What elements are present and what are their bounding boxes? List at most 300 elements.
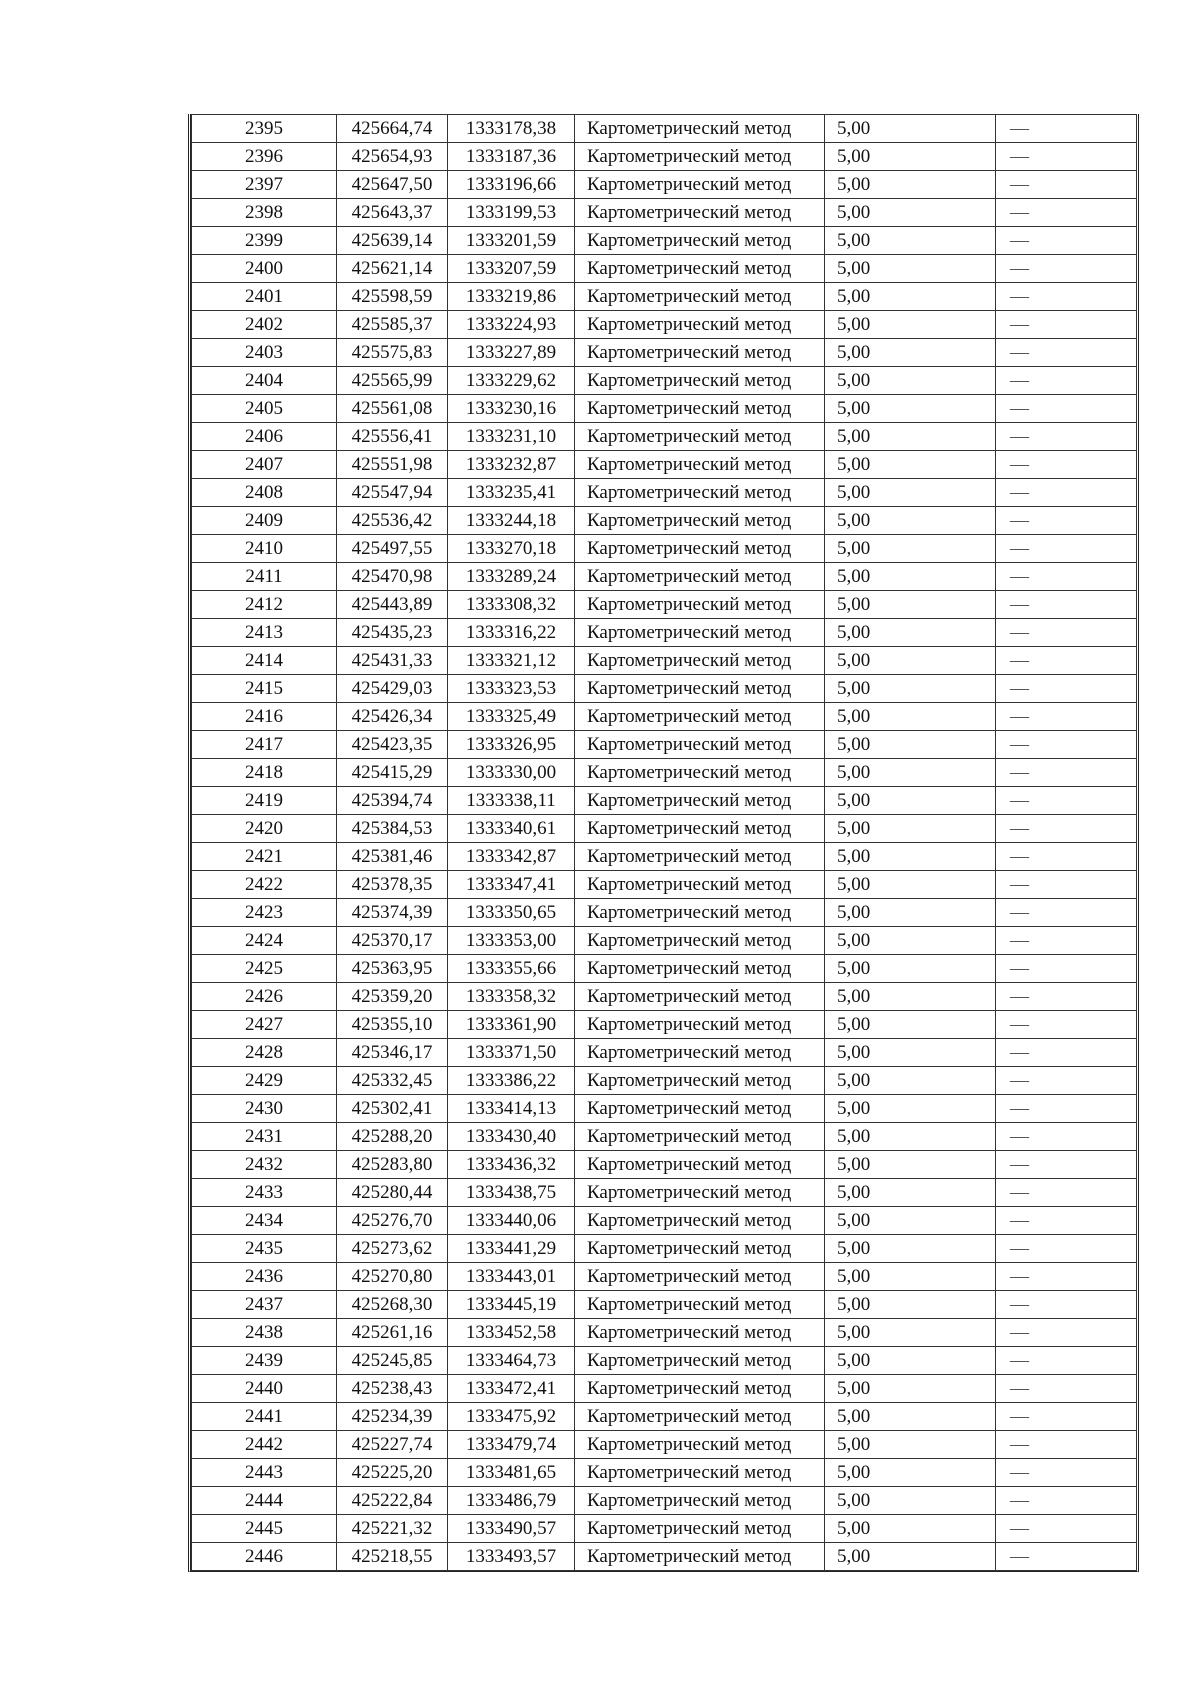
table-row	[192, 871, 1137, 899]
table-row	[192, 647, 1137, 675]
point-number-cell: 2429	[192, 1067, 337, 1095]
method-cell: Картометрический метод	[575, 143, 825, 171]
description-cell: —	[996, 1067, 1137, 1095]
x-coordinate-cell: 425431,33	[337, 647, 448, 675]
table-row	[192, 1067, 1137, 1095]
description-cell: —	[996, 1011, 1137, 1039]
x-coordinate-cell: 425598,59	[337, 283, 448, 311]
table-row	[192, 227, 1137, 255]
y-coordinate-cell: 1333235,41	[448, 479, 575, 507]
description-cell: —	[996, 1375, 1137, 1403]
accuracy-cell: 5,00	[825, 815, 996, 843]
method-cell: Картометрический метод	[575, 1459, 825, 1487]
y-coordinate-cell: 1333441,29	[448, 1235, 575, 1263]
table-row	[192, 983, 1137, 1011]
table-row	[192, 619, 1137, 647]
point-number-cell: 2439	[192, 1347, 337, 1375]
accuracy-cell: 5,00	[825, 1123, 996, 1151]
accuracy-cell: 5,00	[825, 1039, 996, 1067]
description-cell: —	[996, 1291, 1137, 1319]
point-number-cell: 2430	[192, 1095, 337, 1123]
accuracy-cell: 5,00	[825, 199, 996, 227]
description-cell: —	[996, 1039, 1137, 1067]
table-row	[192, 1403, 1137, 1431]
coordinates-table-body	[192, 115, 1137, 1571]
point-number-cell: 2400	[192, 255, 337, 283]
method-cell: Картометрический метод	[575, 815, 825, 843]
point-number-cell: 2420	[192, 815, 337, 843]
y-coordinate-cell: 1333323,53	[448, 675, 575, 703]
accuracy-cell: 5,00	[825, 367, 996, 395]
table-row	[192, 1459, 1137, 1487]
accuracy-cell: 5,00	[825, 283, 996, 311]
description-cell: —	[996, 983, 1137, 1011]
y-coordinate-cell: 1333452,58	[448, 1319, 575, 1347]
method-cell: Картометрический метод	[575, 255, 825, 283]
x-coordinate-cell: 425273,62	[337, 1235, 448, 1263]
table-row	[192, 255, 1137, 283]
x-coordinate-cell: 425561,08	[337, 395, 448, 423]
point-number-cell: 2397	[192, 171, 337, 199]
accuracy-cell: 5,00	[825, 479, 996, 507]
x-coordinate-cell: 425443,89	[337, 591, 448, 619]
method-cell: Картометрический метод	[575, 647, 825, 675]
description-cell: —	[996, 815, 1137, 843]
accuracy-cell: 5,00	[825, 731, 996, 759]
table-row	[192, 311, 1137, 339]
table-row	[192, 395, 1137, 423]
table-row	[192, 703, 1137, 731]
x-coordinate-cell: 425225,20	[337, 1459, 448, 1487]
description-cell: —	[996, 1487, 1137, 1515]
method-cell: Картометрический метод	[575, 1011, 825, 1039]
y-coordinate-cell: 1333371,50	[448, 1039, 575, 1067]
accuracy-cell: 5,00	[825, 955, 996, 983]
x-coordinate-cell: 425355,10	[337, 1011, 448, 1039]
x-coordinate-cell: 425283,80	[337, 1151, 448, 1179]
x-coordinate-cell: 425565,99	[337, 367, 448, 395]
description-cell: —	[996, 1319, 1137, 1347]
x-coordinate-cell: 425575,83	[337, 339, 448, 367]
x-coordinate-cell: 425221,32	[337, 1515, 448, 1543]
y-coordinate-cell: 1333443,01	[448, 1263, 575, 1291]
accuracy-cell: 5,00	[825, 423, 996, 451]
description-cell: —	[996, 1123, 1137, 1151]
point-number-cell: 2403	[192, 339, 337, 367]
description-cell: —	[996, 115, 1137, 143]
accuracy-cell: 5,00	[825, 395, 996, 423]
description-cell: —	[996, 1515, 1137, 1543]
x-coordinate-cell: 425280,44	[337, 1179, 448, 1207]
y-coordinate-cell: 1333308,32	[448, 591, 575, 619]
x-coordinate-cell: 425381,46	[337, 843, 448, 871]
method-cell: Картометрический метод	[575, 787, 825, 815]
y-coordinate-cell: 1333472,41	[448, 1375, 575, 1403]
description-cell: —	[996, 451, 1137, 479]
description-cell: —	[996, 619, 1137, 647]
description-cell: —	[996, 1179, 1137, 1207]
method-cell: Картометрический метод	[575, 479, 825, 507]
accuracy-cell: 5,00	[825, 619, 996, 647]
y-coordinate-cell: 1333350,65	[448, 899, 575, 927]
y-coordinate-cell: 1333229,62	[448, 367, 575, 395]
point-number-cell: 2426	[192, 983, 337, 1011]
x-coordinate-cell: 425227,74	[337, 1431, 448, 1459]
y-coordinate-cell: 1333244,18	[448, 507, 575, 535]
table-row	[192, 1151, 1137, 1179]
point-number-cell: 2442	[192, 1431, 337, 1459]
accuracy-cell: 5,00	[825, 1319, 996, 1347]
table-row	[192, 1179, 1137, 1207]
x-coordinate-cell: 425359,20	[337, 983, 448, 1011]
table-row	[192, 367, 1137, 395]
table-row	[192, 1487, 1137, 1515]
method-cell: Картометрический метод	[575, 115, 825, 143]
description-cell: —	[996, 1347, 1137, 1375]
method-cell: Картометрический метод	[575, 731, 825, 759]
y-coordinate-cell: 1333178,38	[448, 115, 575, 143]
method-cell: Картометрический метод	[575, 759, 825, 787]
point-number-cell: 2425	[192, 955, 337, 983]
table-row	[192, 115, 1137, 143]
y-coordinate-cell: 1333440,06	[448, 1207, 575, 1235]
x-coordinate-cell: 425276,70	[337, 1207, 448, 1235]
description-cell: —	[996, 927, 1137, 955]
y-coordinate-cell: 1333224,93	[448, 311, 575, 339]
y-coordinate-cell: 1333347,41	[448, 871, 575, 899]
accuracy-cell: 5,00	[825, 1403, 996, 1431]
accuracy-cell: 5,00	[825, 1067, 996, 1095]
table-row	[192, 171, 1137, 199]
x-coordinate-cell: 425302,41	[337, 1095, 448, 1123]
point-number-cell: 2405	[192, 395, 337, 423]
method-cell: Картометрический метод	[575, 507, 825, 535]
y-coordinate-cell: 1333330,00	[448, 759, 575, 787]
point-number-cell: 2428	[192, 1039, 337, 1067]
point-number-cell: 2431	[192, 1123, 337, 1151]
y-coordinate-cell: 1333270,18	[448, 535, 575, 563]
description-cell: —	[996, 1403, 1137, 1431]
table-row	[192, 759, 1137, 787]
method-cell: Картометрический метод	[575, 1487, 825, 1515]
x-coordinate-cell: 425415,29	[337, 759, 448, 787]
description-cell: —	[996, 1095, 1137, 1123]
y-coordinate-cell: 1333438,75	[448, 1179, 575, 1207]
method-cell: Картометрический метод	[575, 1067, 825, 1095]
method-cell: Картометрический метод	[575, 199, 825, 227]
accuracy-cell: 5,00	[825, 563, 996, 591]
description-cell: —	[996, 1235, 1137, 1263]
x-coordinate-cell: 425218,55	[337, 1543, 448, 1571]
table-row	[192, 1263, 1137, 1291]
table-row	[192, 339, 1137, 367]
accuracy-cell: 5,00	[825, 1487, 996, 1515]
point-number-cell: 2432	[192, 1151, 337, 1179]
table-row	[192, 479, 1137, 507]
x-coordinate-cell: 425536,42	[337, 507, 448, 535]
description-cell: —	[996, 591, 1137, 619]
table-row	[192, 423, 1137, 451]
y-coordinate-cell: 1333355,66	[448, 955, 575, 983]
accuracy-cell: 5,00	[825, 647, 996, 675]
y-coordinate-cell: 1333325,49	[448, 703, 575, 731]
method-cell: Картометрический метод	[575, 927, 825, 955]
y-coordinate-cell: 1333232,87	[448, 451, 575, 479]
description-cell: —	[996, 423, 1137, 451]
accuracy-cell: 5,00	[825, 1515, 996, 1543]
y-coordinate-cell: 1333445,19	[448, 1291, 575, 1319]
point-number-cell: 2416	[192, 703, 337, 731]
y-coordinate-cell: 1333386,22	[448, 1067, 575, 1095]
table-row	[192, 451, 1137, 479]
x-coordinate-cell: 425429,03	[337, 675, 448, 703]
table-row	[192, 675, 1137, 703]
accuracy-cell: 5,00	[825, 899, 996, 927]
table-row	[192, 1375, 1137, 1403]
x-coordinate-cell: 425370,17	[337, 927, 448, 955]
x-coordinate-cell: 425639,14	[337, 227, 448, 255]
point-number-cell: 2438	[192, 1319, 337, 1347]
accuracy-cell: 5,00	[825, 1095, 996, 1123]
coordinates-table	[191, 114, 1137, 1571]
point-number-cell: 2440	[192, 1375, 337, 1403]
y-coordinate-cell: 1333326,95	[448, 731, 575, 759]
description-cell: —	[996, 479, 1137, 507]
point-number-cell: 2404	[192, 367, 337, 395]
description-cell: —	[996, 255, 1137, 283]
description-cell: —	[996, 339, 1137, 367]
x-coordinate-cell: 425245,85	[337, 1347, 448, 1375]
y-coordinate-cell: 1333475,92	[448, 1403, 575, 1431]
point-number-cell: 2413	[192, 619, 337, 647]
description-cell: —	[996, 787, 1137, 815]
x-coordinate-cell: 425222,84	[337, 1487, 448, 1515]
accuracy-cell: 5,00	[825, 1235, 996, 1263]
table-row	[192, 731, 1137, 759]
method-cell: Картометрический метод	[575, 1039, 825, 1067]
point-number-cell: 2398	[192, 199, 337, 227]
x-coordinate-cell: 425423,35	[337, 731, 448, 759]
description-cell: —	[996, 1431, 1137, 1459]
accuracy-cell: 5,00	[825, 1263, 996, 1291]
method-cell: Картометрический метод	[575, 1263, 825, 1291]
accuracy-cell: 5,00	[825, 843, 996, 871]
x-coordinate-cell: 425384,53	[337, 815, 448, 843]
x-coordinate-cell: 425585,37	[337, 311, 448, 339]
x-coordinate-cell: 425435,23	[337, 619, 448, 647]
description-cell: —	[996, 731, 1137, 759]
point-number-cell: 2396	[192, 143, 337, 171]
point-number-cell: 2424	[192, 927, 337, 955]
table-row	[192, 843, 1137, 871]
accuracy-cell: 5,00	[825, 759, 996, 787]
method-cell: Картометрический метод	[575, 1123, 825, 1151]
accuracy-cell: 5,00	[825, 591, 996, 619]
accuracy-cell: 5,00	[825, 1151, 996, 1179]
accuracy-cell: 5,00	[825, 675, 996, 703]
point-number-cell: 2445	[192, 1515, 337, 1543]
x-coordinate-cell: 425547,94	[337, 479, 448, 507]
description-cell: —	[996, 507, 1137, 535]
accuracy-cell: 5,00	[825, 1291, 996, 1319]
accuracy-cell: 5,00	[825, 1011, 996, 1039]
method-cell: Картометрический метод	[575, 311, 825, 339]
y-coordinate-cell: 1333289,24	[448, 563, 575, 591]
point-number-cell: 2434	[192, 1207, 337, 1235]
x-coordinate-cell: 425394,74	[337, 787, 448, 815]
point-number-cell: 2444	[192, 1487, 337, 1515]
x-coordinate-cell: 425332,45	[337, 1067, 448, 1095]
x-coordinate-cell: 425268,30	[337, 1291, 448, 1319]
x-coordinate-cell: 425556,41	[337, 423, 448, 451]
y-coordinate-cell: 1333436,32	[448, 1151, 575, 1179]
table-row	[192, 199, 1137, 227]
y-coordinate-cell: 1333338,11	[448, 787, 575, 815]
description-cell: —	[996, 955, 1137, 983]
y-coordinate-cell: 1333430,40	[448, 1123, 575, 1151]
accuracy-cell: 5,00	[825, 1431, 996, 1459]
method-cell: Картометрический метод	[575, 843, 825, 871]
description-cell: —	[996, 367, 1137, 395]
accuracy-cell: 5,00	[825, 535, 996, 563]
method-cell: Картометрический метод	[575, 339, 825, 367]
method-cell: Картометрический метод	[575, 955, 825, 983]
method-cell: Картометрический метод	[575, 899, 825, 927]
point-number-cell: 2411	[192, 563, 337, 591]
accuracy-cell: 5,00	[825, 227, 996, 255]
method-cell: Картометрический метод	[575, 1207, 825, 1235]
table-row	[192, 143, 1137, 171]
y-coordinate-cell: 1333486,79	[448, 1487, 575, 1515]
x-coordinate-cell: 425621,14	[337, 255, 448, 283]
description-cell: —	[996, 871, 1137, 899]
method-cell: Картометрический метод	[575, 1543, 825, 1571]
description-cell: —	[996, 311, 1137, 339]
method-cell: Картометрический метод	[575, 703, 825, 731]
description-cell: —	[996, 171, 1137, 199]
y-coordinate-cell: 1333479,74	[448, 1431, 575, 1459]
point-number-cell: 2406	[192, 423, 337, 451]
point-number-cell: 2395	[192, 115, 337, 143]
point-number-cell: 2414	[192, 647, 337, 675]
description-cell: —	[996, 1207, 1137, 1235]
accuracy-cell: 5,00	[825, 983, 996, 1011]
accuracy-cell: 5,00	[825, 1207, 996, 1235]
method-cell: Картометрический метод	[575, 535, 825, 563]
accuracy-cell: 5,00	[825, 1347, 996, 1375]
method-cell: Картометрический метод	[575, 1403, 825, 1431]
table-row	[192, 1011, 1137, 1039]
description-cell: —	[996, 843, 1137, 871]
method-cell: Картометрический метод	[575, 283, 825, 311]
description-cell: —	[996, 1459, 1137, 1487]
table-row	[192, 899, 1137, 927]
point-number-cell: 2408	[192, 479, 337, 507]
y-coordinate-cell: 1333207,59	[448, 255, 575, 283]
method-cell: Картометрический метод	[575, 1291, 825, 1319]
point-number-cell: 2441	[192, 1403, 337, 1431]
method-cell: Картометрический метод	[575, 451, 825, 479]
method-cell: Картометрический метод	[575, 563, 825, 591]
point-number-cell: 2418	[192, 759, 337, 787]
description-cell: —	[996, 143, 1137, 171]
method-cell: Картометрический метод	[575, 591, 825, 619]
point-number-cell: 2427	[192, 1011, 337, 1039]
method-cell: Картометрический метод	[575, 619, 825, 647]
y-coordinate-cell: 1333187,36	[448, 143, 575, 171]
y-coordinate-cell: 1333231,10	[448, 423, 575, 451]
point-number-cell: 2407	[192, 451, 337, 479]
accuracy-cell: 5,00	[825, 339, 996, 367]
table-row	[192, 815, 1137, 843]
method-cell: Картометрический метод	[575, 227, 825, 255]
table-row	[192, 1319, 1137, 1347]
accuracy-cell: 5,00	[825, 871, 996, 899]
point-number-cell: 2412	[192, 591, 337, 619]
accuracy-cell: 5,00	[825, 507, 996, 535]
table-row	[192, 1207, 1137, 1235]
accuracy-cell: 5,00	[825, 255, 996, 283]
description-cell: —	[996, 703, 1137, 731]
x-coordinate-cell: 425374,39	[337, 899, 448, 927]
x-coordinate-cell: 425643,37	[337, 199, 448, 227]
description-cell: —	[996, 395, 1137, 423]
point-number-cell: 2410	[192, 535, 337, 563]
accuracy-cell: 5,00	[825, 1375, 996, 1403]
method-cell: Картометрический метод	[575, 1347, 825, 1375]
description-cell: —	[996, 759, 1137, 787]
y-coordinate-cell: 1333490,57	[448, 1515, 575, 1543]
accuracy-cell: 5,00	[825, 1179, 996, 1207]
point-number-cell: 2446	[192, 1543, 337, 1571]
method-cell: Картометрический метод	[575, 1235, 825, 1263]
method-cell: Картометрический метод	[575, 1179, 825, 1207]
method-cell: Картометрический метод	[575, 1431, 825, 1459]
table-row	[192, 1347, 1137, 1375]
y-coordinate-cell: 1333493,57	[448, 1543, 575, 1571]
point-number-cell: 2399	[192, 227, 337, 255]
x-coordinate-cell: 425234,39	[337, 1403, 448, 1431]
table-row	[192, 955, 1137, 983]
x-coordinate-cell: 425647,50	[337, 171, 448, 199]
description-cell: —	[996, 899, 1137, 927]
description-cell: —	[996, 675, 1137, 703]
point-number-cell: 2436	[192, 1263, 337, 1291]
y-coordinate-cell: 1333358,32	[448, 983, 575, 1011]
table-row	[192, 1431, 1137, 1459]
y-coordinate-cell: 1333353,00	[448, 927, 575, 955]
method-cell: Картометрический метод	[575, 675, 825, 703]
method-cell: Картометрический метод	[575, 1095, 825, 1123]
description-cell: —	[996, 563, 1137, 591]
y-coordinate-cell: 1333219,86	[448, 283, 575, 311]
description-cell: —	[996, 1151, 1137, 1179]
point-number-cell: 2422	[192, 871, 337, 899]
point-number-cell: 2435	[192, 1235, 337, 1263]
y-coordinate-cell: 1333321,12	[448, 647, 575, 675]
method-cell: Картометрический метод	[575, 1375, 825, 1403]
x-coordinate-cell: 425426,34	[337, 703, 448, 731]
description-cell: —	[996, 227, 1137, 255]
y-coordinate-cell: 1333342,87	[448, 843, 575, 871]
table-row	[192, 563, 1137, 591]
method-cell: Картометрический метод	[575, 423, 825, 451]
description-cell: —	[996, 1543, 1137, 1571]
y-coordinate-cell: 1333227,89	[448, 339, 575, 367]
x-coordinate-cell: 425551,98	[337, 451, 448, 479]
table-row	[192, 1515, 1137, 1543]
table-row	[192, 1235, 1137, 1263]
